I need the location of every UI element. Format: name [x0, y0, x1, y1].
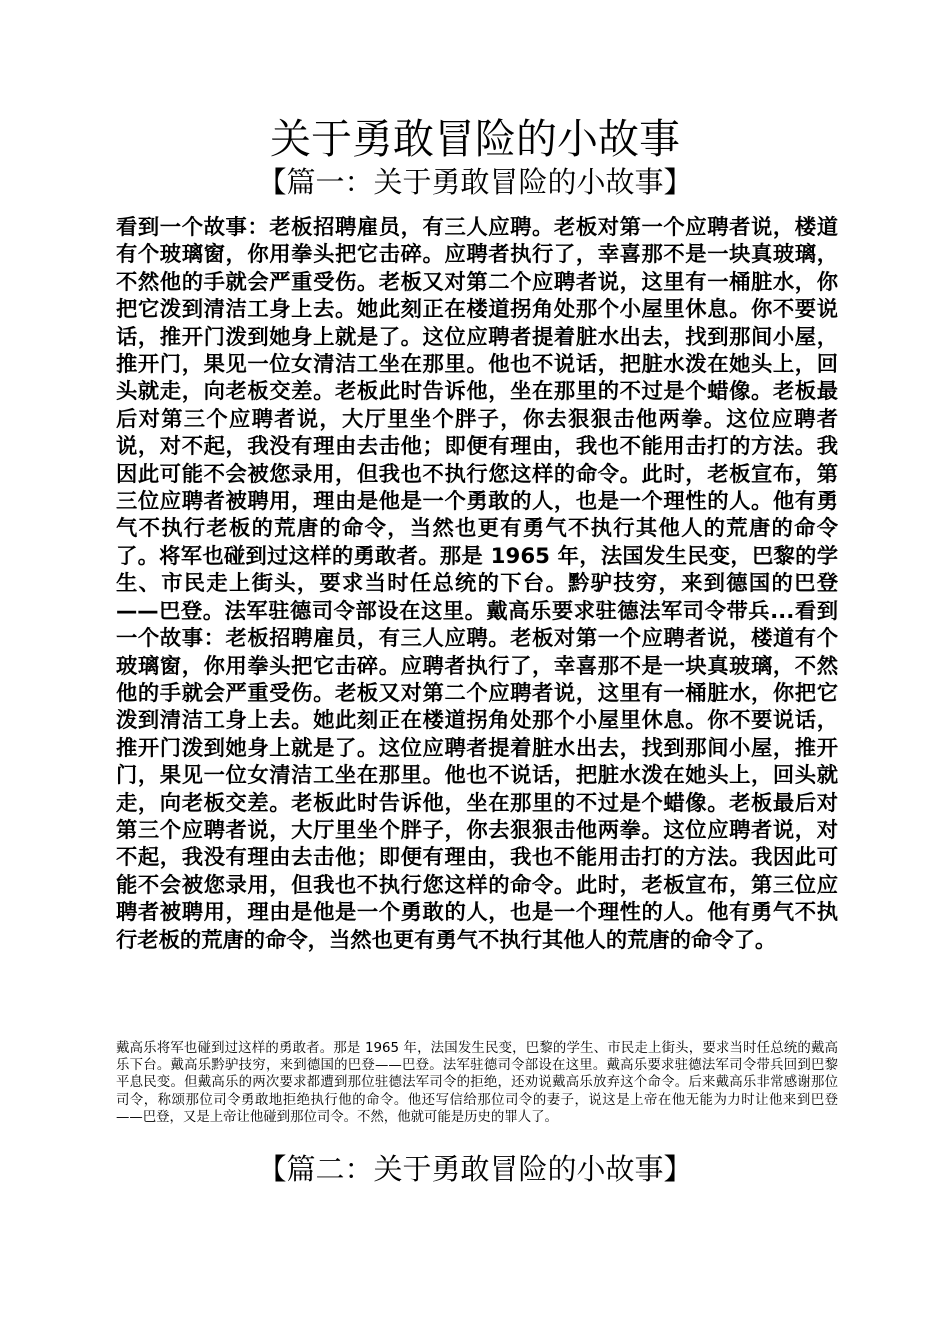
section-heading-2: 【篇二：关于勇敢冒险的小故事】: [257, 1152, 693, 1186]
story-paragraph-bold: 看到一个故事：老板招聘雇员，有三人应聘。老板对第一个应聘者说，楼道有个玻璃窗，你用拳头把它击碎。应聘者执行了，幸喜那不是一块真玻璃，不然他的手就会严重受伤。老板又对第二个应聘者说，这里有一桶脏水，你把它泼到清洁工身上去。她此刻正在楼道拐角处那个小屋里休息。你不要说话，推开门泼到她身上就是了。这位应聘者提着脏水出去，找到那间小屋，推开门，果见一位女清洁工坐在那里。他也不说话，把脏水泼在她头上，回头就走，向老板交差。老板此时告诉他，坐在那里的不过是个蜡像。老板最后对第三个应聘者说，大厅里坐个胖子，你去狠狠击他两拳。这位应聘者说，对不起，我没有理由去击他；即便有理由，我也不能用击打的方法。我因此可能不会被您录用，但我也不执行您这样的命令。此时，老板宣布，第三位应聘者被聘用，理由是他是一个勇敢的人，也是一个理性的人。他有勇气不执行老板的荒唐的命令，当然也更有勇气不执行其他人的荒唐的命令了。将军也碰到过这样的勇敢者。那是 1965 年，法国发生民变，巴黎的学生、市民走上街头，要求当时任总统的下台。黔驴技穷，来到德国的巴登——巴登。法军驻德司令部设在这里。戴高乐要求驻德法军司令带兵...看到一个故事：老板招聘雇员，有三人应聘。老板对第一个应聘者说，楼道有个玻璃窗，你用拳头把它击碎。应聘者执行了，幸喜那不是一块真玻璃，不然他的手就会严重受伤。老板又对第二个应聘者说，这里有一桶脏水，你把它泼到清洁工身上去。她此刻正在楼道拐角处那个小屋里休息。你不要说话，推开门泼到她身上就是了。这位应聘者提着脏水出去，找到那间小屋，推开门，果见一位女清洁工坐在那里。他也不说话，把脏水泼在她头上，回头就走，向老板交差。老板此时告诉他，坐在那里的不过是个蜡像。老板最后对第三个应聘者说，大厅里坐个胖子，你去狠狠击他两拳。这位应聘者说，对不起，我没有理由去击他；即便有理由，我也不能用击打的方法。我因此可能不会被您录用，但我也不执行您这样的命令。此时，老板宣布，第三位应聘者被聘用，理由是他是一个勇敢的人，也是一个理性的人。他有勇气不执行老板的荒唐的命令，当然也更有勇气不执行其他人的荒唐的命令了。: [116, 215, 838, 953]
story-paragraph-small: 戴高乐将军也碰到过这样的勇敢者。那是 1965 年，法国发生民变，巴黎的学生、市民走上街头，要求当时任总统的戴高乐下台。戴高乐黔驴技穷，来到德国的巴登——巴登。法军驻德司令部设在这里。戴高乐要求驻德法军司令带兵回到巴黎平息民变。但戴高乐的两次要求都遭到那位驻德法军司令的拒绝，还劝说戴高乐放弃这个命令。后来戴高乐非常感谢那位司令，称颂那位司令勇敢地拒绝执行他的命令。他还写信给那位司令的妻子，说这是上帝在他无能为力时让他来到巴登——巴登，又是上帝让他碰到那位司令。不然，他就可能是历史的罪人了。: [116, 1041, 838, 1125]
document-title: 关于勇敢冒险的小故事: [270, 115, 680, 163]
section-heading-1: 【篇一：关于勇敢冒险的小故事】: [257, 165, 693, 199]
